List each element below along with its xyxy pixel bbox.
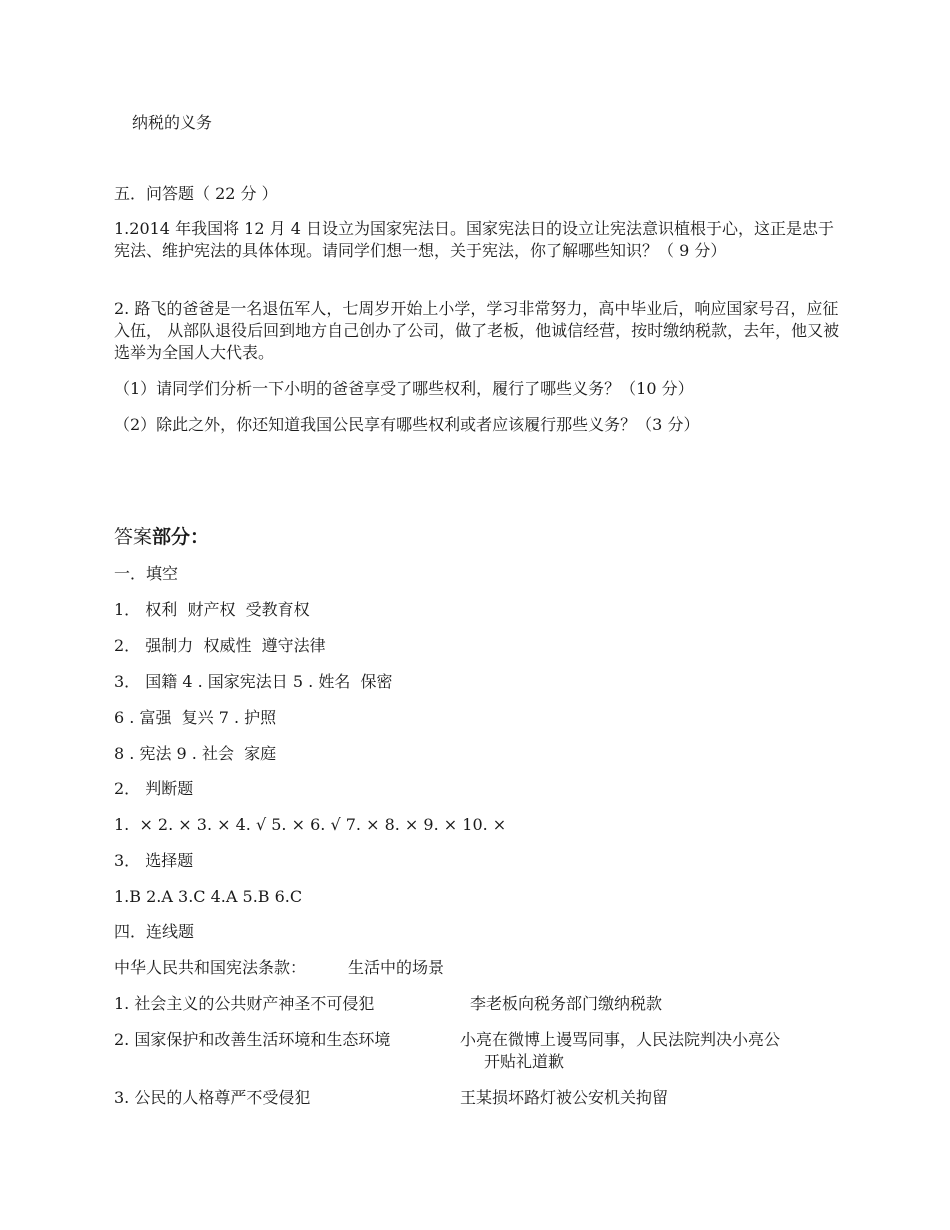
answers-match-title: 四．连线题 — [114, 922, 195, 941]
section5-continuation: 纳税的义务 — [132, 113, 213, 132]
answers-title — [114, 526, 209, 548]
answers-title-suffix: 部分： — [152, 526, 210, 548]
match-header-right: 生活中的场景 — [348, 958, 445, 977]
answers-judge-title: 2． 判断题 — [114, 779, 194, 798]
match-row-left: 2. 国家保护和改善生活环境和生态环境 — [114, 1030, 391, 1049]
question-2: 2. 路飞的爸爸是一名退伍军人，七周岁开始上小学，学习非常努力，高中毕业后，响应国家号召，应征入伍， 从部队退役后回到地方自己创办了公司，做了老板，他诚信经营，按时缴纳税款，去年，他又被选举为全国人大代表。 — [114, 299, 840, 362]
answers-fill-line: 8 . 宪法 9 . 社会 家庭 — [114, 744, 277, 763]
answers-title-prefix: 答案 — [114, 526, 153, 548]
answers-judge-line: 1. × 2. × 3. × 4. √ 5. × 6. √ 7. × 8. × 9. × 10. × — [114, 815, 507, 834]
answers-choice-line: 1.B 2.A 3.C 4.A 5.B 6.C — [114, 887, 303, 906]
answers-fill-title: 一．填空 — [114, 564, 179, 583]
match-header-left: 中华人民共和国宪法条款： — [114, 958, 307, 977]
section5-title: 五．问答题（ 22 分 ） — [114, 184, 278, 203]
question-1: 1.2014 年我国将 12 月 4 日设立为国家宪法日。国家宪法日的设立让宪法意识植根于心，这正是忠于宪法、维护宪法的具体体现。请同学们想一想，关于宪法，你了解哪些知识？（ 9 分） — [114, 219, 834, 260]
question-2-sub-2: （2）除此之外，你还知道我国公民享有哪些权利或者应该履行那些义务？（3 分） — [114, 415, 700, 434]
answers-fill-line: 1． 权利 财产权 受教育权 — [114, 600, 310, 619]
answers-fill-line: 6 . 富强 复兴 7 . 护照 — [114, 708, 277, 727]
match-row-left: 1. 社会主义的公共财产神圣不可侵犯 — [114, 994, 375, 1013]
match-row-left: 3. 公民的人格尊严不受侵犯 — [114, 1088, 311, 1107]
match-row-right: 李老板向税务部门缴纳税款 — [470, 994, 663, 1013]
match-row-right: 小亮在微博上谩骂同事，人民法院判决小亮公 — [460, 1030, 781, 1049]
match-row-right: 王某损坏路灯被公安机关拘留 — [460, 1088, 669, 1107]
answers-choice-title: 3． 选择题 — [114, 851, 194, 870]
question-2-sub-1: （1）请同学们分析一下小明的爸爸享受了哪些权利，履行了哪些义务？（10 分） — [114, 379, 694, 398]
answers-fill-line: 2． 强制力 权威性 遵守法律 — [114, 636, 326, 655]
answers-fill-line: 3． 国籍 4 . 国家宪法日 5 . 姓名 保密 — [114, 672, 393, 691]
match-row-right-continuation: 开贴礼道歉 — [484, 1052, 565, 1071]
